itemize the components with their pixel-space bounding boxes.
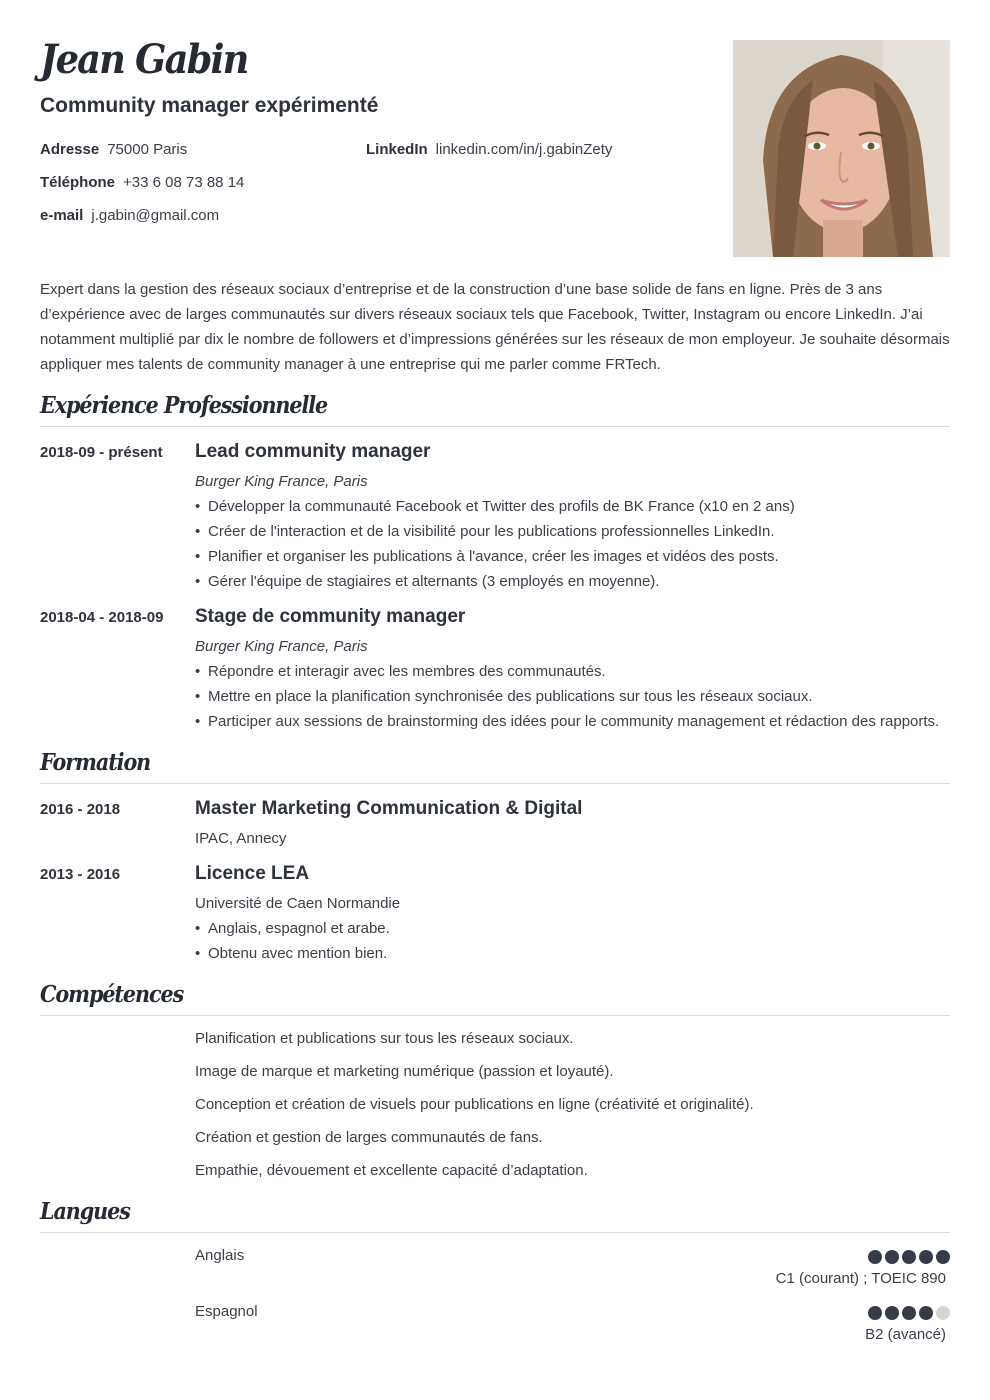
- language-level: B2 (avancé): [865, 1326, 946, 1343]
- entry-bullet: [195, 498, 795, 515]
- section-title-education: Formation: [40, 749, 151, 776]
- contact-email: [40, 207, 219, 224]
- rating-dot-filled-icon: [919, 1250, 933, 1264]
- section-title-skills: Compétences: [40, 981, 184, 1008]
- bullet-text: Obtenu avec mention bien.: [208, 945, 388, 962]
- entry-bullet: [195, 548, 779, 565]
- section-divider: [40, 1232, 950, 1233]
- bullet-icon: •: [195, 713, 201, 730]
- language-level: C1 (courant) ; TOEIC 890: [775, 1270, 946, 1287]
- entry-date: 2016 - 2018: [40, 801, 121, 818]
- entry-title: Lead community manager: [195, 441, 431, 462]
- bullet-text: Créer de l'interaction et de la visibilité pour les publications professionnelles LinkedIn.: [208, 523, 775, 540]
- bullet-icon: •: [195, 688, 201, 705]
- section-title-experience: Expérience Professionnelle: [40, 392, 328, 419]
- rating-dot-filled-icon: [885, 1250, 899, 1264]
- contact-label: LinkedIn: [366, 141, 428, 158]
- rating-dot-empty-icon: [936, 1306, 950, 1320]
- language-name: Espagnol: [195, 1303, 258, 1320]
- bullet-text: Planifier et organiser les publications à l'avance, créer les images et vidéos des posts.: [208, 548, 779, 565]
- entry-company: Burger King France, Paris: [195, 473, 368, 490]
- profile-photo: [733, 40, 950, 257]
- bullet-icon: •: [195, 548, 201, 565]
- contact-label: Téléphone: [40, 174, 116, 191]
- candidate-name: Jean Gabin: [40, 36, 248, 83]
- rating-dot-filled-icon: [919, 1306, 933, 1320]
- language-rating: [868, 1306, 950, 1320]
- bullet-icon: •: [195, 498, 201, 515]
- candidate-headline: Community manager expérimenté: [40, 94, 379, 117]
- bullet-icon: •: [195, 920, 201, 937]
- bullet-text: Gérer l'équipe de stagiaires et alternants (3 employés en moyenne).: [208, 573, 660, 590]
- bullet-text: Développer la communauté Facebook et Twitter des profils de BK France (x10 en 2 ans): [208, 498, 795, 515]
- contact-value: 75000 Paris: [107, 141, 188, 158]
- contact-value[interactable]: j.gabin@gmail.com: [91, 207, 220, 224]
- bullet-icon: •: [195, 523, 201, 540]
- entry-title: Stage de community manager: [195, 606, 466, 627]
- bullet-icon: •: [195, 663, 201, 680]
- profile-summary: Expert dans la gestion des réseaux sociaux d’entreprise et de la construction d’une base solide de fans en ligne. Près de 3 ans d’expérience avec de larges communautés sur divers réseaux sociaux tels que Facebook, Twitter, Instagram ou encore LinkedIn. J’ai notamment multiplié par dix le nombre de followers et d’impressions générées sur les réseaux de mon employeur. Je souhaite désormais appliquer mes talents de community manager à une entreprise qui me parler comme FRTech.: [40, 281, 950, 373]
- entry-bullet: [195, 945, 387, 962]
- rating-dot-filled-icon: [902, 1306, 916, 1320]
- rating-dot-filled-icon: [902, 1250, 916, 1264]
- entry-bullet: [195, 688, 813, 705]
- skill-item: Conception et création de visuels pour publications en ligne (créativité et originalité).: [195, 1096, 754, 1113]
- contact-address: [40, 141, 187, 158]
- entry-date: 2013 - 2016: [40, 866, 121, 883]
- section-divider: [40, 426, 950, 427]
- language-rating: [868, 1250, 950, 1264]
- bullet-text: Participer aux sessions de brainstorming des idées pour le community management et rédaction des rapports.: [208, 713, 940, 730]
- entry-bullet: [195, 920, 390, 937]
- entry-school: Université de Caen Normandie: [195, 895, 401, 912]
- entry-date: 2018-09 - présent: [40, 444, 163, 461]
- entry-date: 2018-04 - 2018-09: [40, 609, 164, 626]
- language-name: Anglais: [195, 1247, 245, 1264]
- contact-phone: [40, 174, 244, 191]
- rating-dot-filled-icon: [885, 1306, 899, 1320]
- entry-bullet: [195, 663, 606, 680]
- entry-title: Master Marketing Communication & Digital: [195, 798, 583, 819]
- entry-bullet: [195, 523, 775, 540]
- bullet-text: Anglais, espagnol et arabe.: [208, 920, 390, 937]
- entry-school: IPAC, Annecy: [195, 830, 287, 847]
- rating-dot-filled-icon: [868, 1250, 882, 1264]
- contact-label: e-mail: [40, 207, 84, 224]
- entry-company: Burger King France, Paris: [195, 638, 368, 655]
- bullet-text: Mettre en place la planification synchronisée des publications sur tous les réseaux sociaux.: [208, 688, 813, 705]
- contact-value[interactable]: linkedin.com/in/j.gabinZety: [435, 141, 613, 158]
- entry-bullet: [195, 713, 939, 730]
- rating-dot-filled-icon: [936, 1250, 950, 1264]
- bullet-icon: •: [195, 573, 201, 590]
- skill-item: Empathie, dévouement et excellente capacité d’adaptation.: [195, 1162, 588, 1179]
- entry-bullet: [195, 573, 659, 590]
- section-divider: [40, 1015, 950, 1016]
- bullet-text: Répondre et interagir avec les membres des communautés.: [208, 663, 606, 680]
- contact-linkedin: [366, 141, 612, 158]
- section-divider: [40, 783, 950, 784]
- skill-item: Planification et publications sur tous les réseaux sociaux.: [195, 1030, 574, 1047]
- section-title-languages: Langues: [40, 1198, 130, 1225]
- skill-item: Création et gestion de larges communautés de fans.: [195, 1129, 543, 1146]
- bullet-icon: •: [195, 945, 201, 962]
- contact-label: Adresse: [40, 141, 100, 158]
- entry-title: Licence LEA: [195, 863, 310, 884]
- skill-item: Image de marque et marketing numérique (passion et loyauté).: [195, 1063, 614, 1080]
- contact-value: +33 6 08 73 88 14: [123, 174, 245, 191]
- rating-dot-filled-icon: [868, 1306, 882, 1320]
